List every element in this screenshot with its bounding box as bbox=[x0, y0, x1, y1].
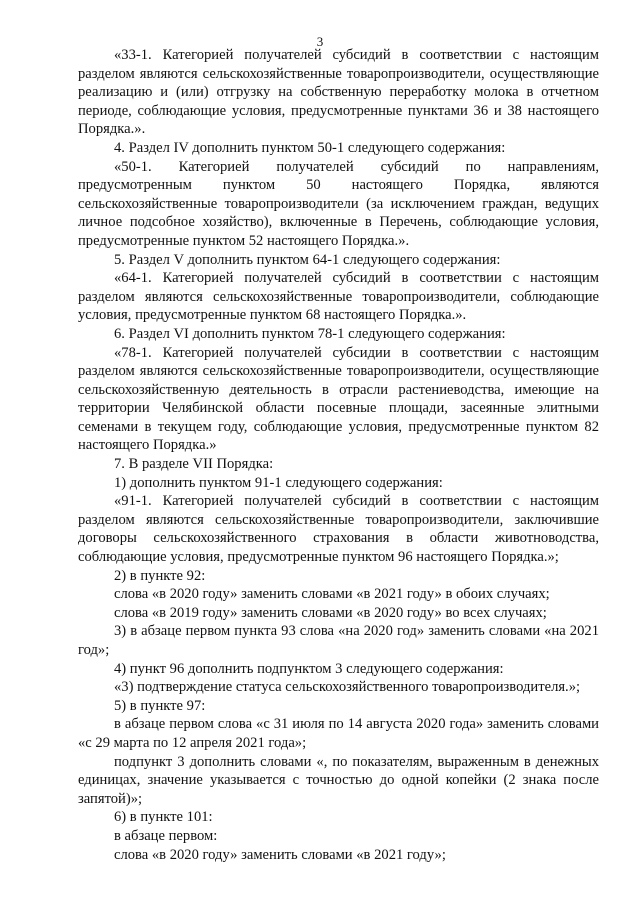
paragraph-item-4: 4) пункт 96 дополнить подпунктом 3 следующего содержания: bbox=[114, 660, 504, 677]
paragraph-section-7: 7. В разделе VII Порядка: bbox=[114, 456, 274, 473]
paragraph-item-1: 1) дополнить пунктом 91-1 следующего содержания: bbox=[114, 474, 443, 491]
paragraph-item-6-b: слова «в 2020 году» заменить словами «в 2021 году»; bbox=[114, 846, 446, 863]
paragraph-78-1: «78-1. Категорией получателей субсидии в соответствии с настоящим разделом являются сельскохозяйственные товаропроизводители, осуществляющие сельскохозяйственную деятельность в отрасли растениеводства, имеющие на территории Челябинской области посевные площади, засеянные элитными семенами в текущем году, соблюдающие условия, предусмотренные пунктом 82 настоящего Порядка.» bbox=[78, 344, 599, 454]
paragraph-item-2: 2) в пункте 92: bbox=[114, 567, 206, 584]
paragraph-50-1: «50-1. Категорией получателей субсидий по направлениям, предусмотренным пунктом 50 настоящего Порядка, являются сельскохозяйственные товаропроизводители (за исключением граждан, ведущих личное подсобное хозяйство), включенные в Перечень, соблюдающие условия, предусмотренные пунктом 52 настоящего Порядка.». bbox=[78, 158, 599, 249]
paragraph-91-1: «91-1. Категорией получателей субсидий в соответствии с настоящим разделом являются сельскохозяйственные товаропроизводители, заключившие договоры сельскохозяйственного страхования в области животноводства, соблюдающие условия, предусмотренные пунктом 96 настоящего Порядка.»; bbox=[78, 493, 599, 566]
paragraph-33-1: «33-1. Категорией получателей субсидий в соответствии с настоящим разделом являются сельскохозяйственные товаропроизводители, осуществляющие реализацию и (или) отгрузку на собственную переработку молока в отчетном периоде, соблюдающие условия, предусмотренные пунктами 36 и 38 настоящего Порядка.». bbox=[78, 47, 599, 138]
paragraph-section-4: 4. Раздел IV дополнить пунктом 50-1 следующего содержания: bbox=[114, 139, 506, 156]
paragraph-section-6: 6. Раздел VI дополнить пунктом 78-1 следующего содержания: bbox=[114, 325, 506, 342]
page-number: 3 bbox=[316, 34, 324, 49]
paragraph-item-5: 5) в пункте 97: bbox=[114, 697, 206, 714]
paragraph-item-2-b: слова «в 2019 году» заменить словами «в 2020 году» во всех случаях; bbox=[114, 604, 547, 621]
paragraph-item-6-a: в абзаце первом: bbox=[114, 827, 218, 844]
paragraph-item-6: 6) в пункте 101: bbox=[114, 809, 213, 826]
paragraph-64-1: «64-1. Категорией получателей субсидий в соответствии с настоящим разделом являются сельскохозяйственные товаропроизводители, соблюдающие условия, предусмотренные пунктом 68 настоящего Порядка.». bbox=[78, 270, 599, 324]
document-body bbox=[78, 46, 599, 864]
paragraph-item-2-a: слова «в 2020 году» заменить словами «в 2021 году» в обоих случаях; bbox=[114, 586, 550, 603]
paragraph-item-3: 3) в абзаце первом пункта 93 слова «на 2020 год» заменить словами «на 2021 год»; bbox=[78, 623, 599, 658]
paragraph-item-4-sub: «3) подтверждение статуса сельскохозяйственного товаропроизводителя.»; bbox=[114, 679, 581, 696]
paragraph-item-5-b: подпункт 3 дополнить словами «, по показателям, выраженным в денежных единицах, значение указывается с точностью до одной копейки (2 знака после запятой)»; bbox=[78, 753, 599, 807]
paragraph-section-5: 5. Раздел V дополнить пунктом 64-1 следующего содержания: bbox=[114, 251, 501, 268]
paragraph-item-5-a: в абзаце первом слова «с 31 июля по 14 августа 2020 года» заменить словами «с 29 марта по 12 апреля 2021 года»; bbox=[78, 716, 599, 751]
